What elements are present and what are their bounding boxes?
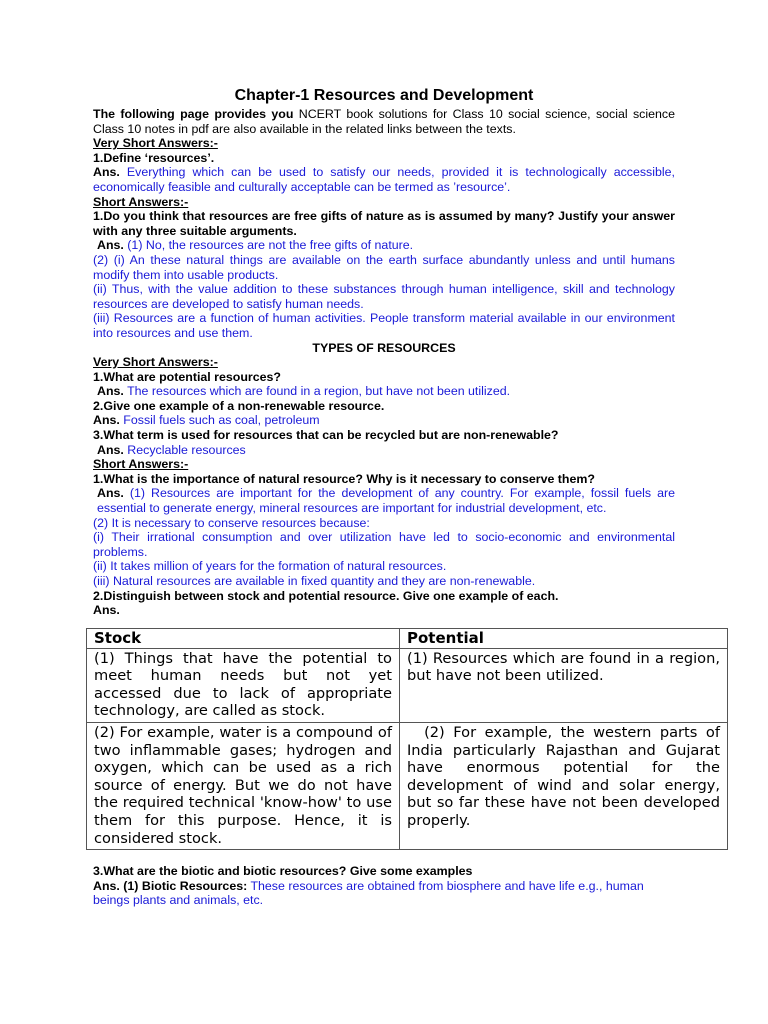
question: 1.What is the importance of natural resource? Why is it necessary to conserve them? xyxy=(93,471,595,486)
answer: Ans. Recyclable resources xyxy=(97,442,246,457)
table-header-stock: Stock xyxy=(87,629,400,649)
answer: Ans. (1) Biotic Resources: These resources are obtained from biosphere and have life e.g., human beings plants and animals, etc. xyxy=(93,878,644,908)
question: 1.Do you think that resources are free gifts of nature as is assumed by many? Justify your answer with any three suitable arguments. xyxy=(93,209,675,238)
intro-bold: The following page provides you xyxy=(93,107,294,121)
answer-point: (2) It is necessary to conserve resources because: xyxy=(93,515,370,530)
table-row xyxy=(87,648,728,722)
document-body xyxy=(93,86,675,618)
question: 2.Give one example of a non-renewable resource. xyxy=(93,398,385,413)
section-heading: Short Answers:- xyxy=(93,457,189,472)
answer: Ans. Everything which can be used to satisfy our needs, provided it is technologically accessible, economically feasible and culturally acceptable can be termed as ’resource’. xyxy=(93,165,675,194)
page-title: Chapter-1 Resources and Development xyxy=(234,87,534,104)
answer-point: (2) (i) An these natural things are available on the earth surface abundantly unless and until humans modify them into usable products. xyxy=(93,252,675,282)
table-header-row xyxy=(87,629,728,649)
answer-label: Ans. xyxy=(93,603,120,618)
intro-paragraph xyxy=(93,107,675,136)
section-heading: Short Answers:- xyxy=(93,194,189,209)
table-cell: (1) Resources which are found in a region, but have not been utilized. xyxy=(400,648,728,722)
question: 1.Define ‘resources’. xyxy=(93,150,215,165)
types-heading: TYPES OF RESOURCES xyxy=(312,340,456,355)
answer: Ans. (1) No, the resources are not the free gifts of nature. xyxy=(97,238,414,253)
table-header-potential: Potential xyxy=(400,629,728,649)
section-heading: Very Short Answers:- xyxy=(93,355,218,370)
table-row xyxy=(87,722,728,849)
answer-point: (ii) It takes million of years for the formation of natural resources. xyxy=(93,559,447,574)
answer-point: (iii) Natural resources are available in fixed quantity and they are non-renewable. xyxy=(93,574,536,588)
question: 1.What are potential resources? xyxy=(93,369,281,384)
answer: Ans. Fossil fuels such as coal, petroleum xyxy=(93,413,320,428)
question-3-block xyxy=(93,864,675,908)
section-heading: Very Short Answers:- xyxy=(93,136,218,151)
table-cell: (2) For example, water is a compound of two inflammable gases; hydrogen and oxygen, which can be used as a rich source of energy. But we do not have the required technical 'know-how' to use them for this purpose. Hence, it is considered stock. xyxy=(87,722,400,849)
stock-potential-table xyxy=(86,628,728,850)
answer: Ans. The resources which are found in a region, but have not been utilized. xyxy=(97,384,511,399)
question: 2.Distinguish between stock and potential resource. Give one example of each. xyxy=(93,588,559,603)
table-cell: (2) For example, the western parts of India particularly Rajasthan and Gujarat have enormous potential for the development of wind and solar energy, but so far these have not been developed properly. xyxy=(400,722,728,849)
answer-point: (i) Their irrational consumption and over utilization have led to socio-economic and environmental problems. xyxy=(93,530,675,559)
answer-point: (iii) Resources are a function of human activities. People transform material available in our environment into resources and use them. xyxy=(93,311,675,340)
intro-rest: NCERT book solutions for Class 10 social science, social science Class 10 notes in pdf are also available in the related links between the texts. xyxy=(93,107,675,136)
answer: Ans. (1) Resources are important for the development of any country. For example, fossil fuels are essential to generate energy, mineral resources are important for industrial development, etc. xyxy=(97,486,675,516)
table-cell: (1) Things that have the potential to meet human needs but not yet accessed due to lack of appropriate technology, are called as stock. xyxy=(87,648,400,722)
answer-point: (ii) Thus, with the value addition to these substances through human intelligence, skill and technology resources are developed to satisfy human needs. xyxy=(93,282,675,311)
question: 3.What are the biotic and biotic resources? Give some examples xyxy=(93,864,473,878)
question: 3.What term is used for resources that can be recycled but are non-renewable? xyxy=(93,428,559,443)
